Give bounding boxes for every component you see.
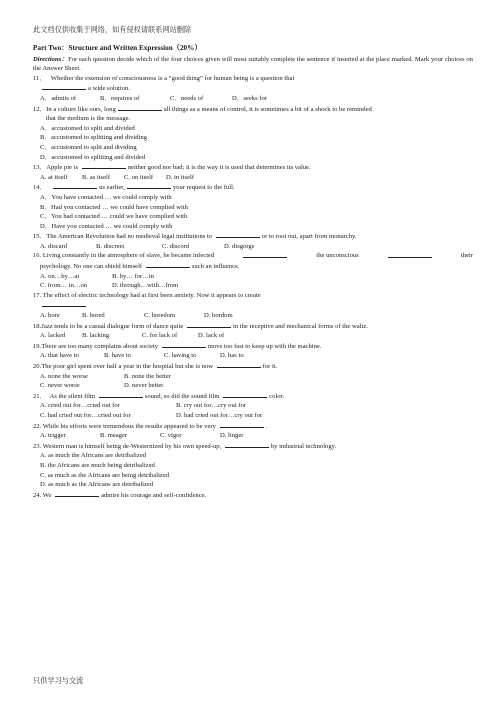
question-16: 16. Living constantly in the atmosphere of slave, he became infected the unconscious their [33, 252, 473, 260]
option-c: C．accustomed to split and dividing [40, 143, 137, 151]
answer-blank[interactable] [225, 441, 269, 448]
answer-blank[interactable] [82, 162, 126, 169]
answer-blank[interactable] [388, 251, 432, 258]
option-a: A. as much the Africans are detribalized [40, 452, 147, 460]
question-11-cont: a wide solution. [33, 83, 473, 94]
answer-blank[interactable] [42, 300, 86, 307]
question-20: 20.The poor girl spent over half a year in the hospital but she is now for it. [33, 363, 278, 370]
part-title: Part Two：Structure and Written Expression（20%） [33, 44, 202, 52]
option-c: C．You had contacted … could we have complied with [40, 213, 188, 221]
question-15: 15．The American Revolution had no medieval legal institutions to or to root out, apart from monarchy. [33, 233, 357, 241]
footer-note: 只供学习与交流 [33, 677, 84, 685]
answer-blank[interactable] [146, 261, 190, 268]
question-12: 12．In a culture like ours, long all things as a means of control, it is sometimes a bit of a shock to be reminded [33, 105, 372, 113]
question-11: 11． Whether the extension of consciousness is a “good thing” for human being is a question that [33, 74, 295, 82]
question-16-options: A. on…by…at B. by… for…in [40, 272, 154, 280]
question-14: 14． us earlier, your request to the full. [33, 184, 235, 192]
question-18: 18.Jazz tends to be a casual dialogue form of dance quite in the receptive and mechanical forms of the waltz. [33, 322, 368, 330]
question-13: 13．Apple pie is neither good nor bad; it is the way it is used that determines its value. [33, 164, 311, 172]
option-b: B．accustomed to splitting and dividing [40, 134, 147, 142]
answer-blank[interactable] [42, 83, 86, 90]
question-20-options-2: C. never worse D. never better [40, 382, 164, 390]
option-b: B. the Africans are much being detribalized [40, 461, 155, 469]
header-watermark: 此文档仅供收集于网络，如有侵权请联系网站删除 [33, 26, 192, 34]
option-a: A．You have contacted … we could comply with [40, 193, 172, 201]
directions-text: For each question decide which of the four choices given will most suitably complete the sentence if inserted at the place marked. Mark your choices on the Answer Sheet. [33, 55, 473, 73]
question-20-options: A. none the worse B. none the better [40, 372, 171, 380]
question-22: 22. While his efforts were tremendous the results appeared to be very . [33, 422, 268, 430]
question-15-options: A. discard B. discreet C. discord D. disgorge [40, 242, 255, 250]
question-12-cont: that the medium is the message. [46, 115, 131, 123]
question-18-options: A. lacked B. lacking C. for lack of D. lack of [40, 332, 225, 340]
answer-blank[interactable] [118, 104, 162, 111]
question-24: 24. We admire his courage and self-confidence. [33, 491, 207, 499]
option-d: D．accustomed to splitting and divided [40, 153, 146, 161]
option-a: A．accustomed to split and divided [40, 124, 135, 132]
answer-blank[interactable] [187, 321, 231, 328]
answer-blank[interactable] [216, 231, 260, 238]
exam-content [33, 44, 473, 500]
answer-blank[interactable] [220, 421, 264, 428]
question-21-options-2: C. had cried out for…cried out for D. had cried out for…cry out for [40, 411, 263, 419]
directions-label: Directions： [33, 55, 69, 63]
answer-blank[interactable] [99, 391, 143, 398]
question-22-options: A. trigger B. meager C. vigor D. linger [40, 432, 244, 440]
answer-blank[interactable] [217, 361, 261, 368]
answer-blank[interactable] [55, 490, 99, 497]
question-11-options: A．admits of B．requires of C．needs of D．seeks for [40, 94, 267, 102]
question-17-options: A. bore B. bored C. boredom D. bordom [40, 312, 233, 320]
question-19: 19.There are too many complains about society move too fast to keep up with the machine. [33, 342, 322, 350]
option-d: D．Have you contacted … we could comply with [40, 222, 173, 230]
directions [33, 55, 473, 74]
question-21: 21． As the silent film sound, so did the sound film color. [33, 392, 284, 400]
answer-blank[interactable] [127, 182, 171, 189]
option-d: D. as much as the Africans are detribalized [40, 481, 154, 489]
question-13-options: A. at itself B. as itself C. on itself D. in itself [40, 173, 195, 181]
question-19-options: A. that have to B. have to C. having to D. has to [40, 352, 244, 360]
question-16-cont: psychology. No one can shield himself such an influence. [40, 263, 240, 271]
option-c: C. as much as the Africans are being detribalized [40, 471, 170, 479]
question-16-options-2: C. from… in…on D. through…with…from [40, 282, 179, 290]
question-17: 17. The effect of electric technology had at first been anxiety. Now it appears to create [33, 291, 261, 299]
answer-blank[interactable] [53, 182, 97, 189]
question-21-options: A. cried out for…cried out for B. cry out for…cry out for [40, 402, 246, 410]
answer-blank[interactable] [162, 341, 206, 348]
answer-blank[interactable] [223, 391, 267, 398]
option-b: B．Had you contacted … we could have complied with [40, 203, 188, 211]
question-23: 23. Western man is himself being de-Westernized by his own speed-up, by industrial technology. [33, 442, 337, 450]
question-17-cont [33, 300, 473, 311]
answer-blank[interactable] [243, 251, 287, 258]
